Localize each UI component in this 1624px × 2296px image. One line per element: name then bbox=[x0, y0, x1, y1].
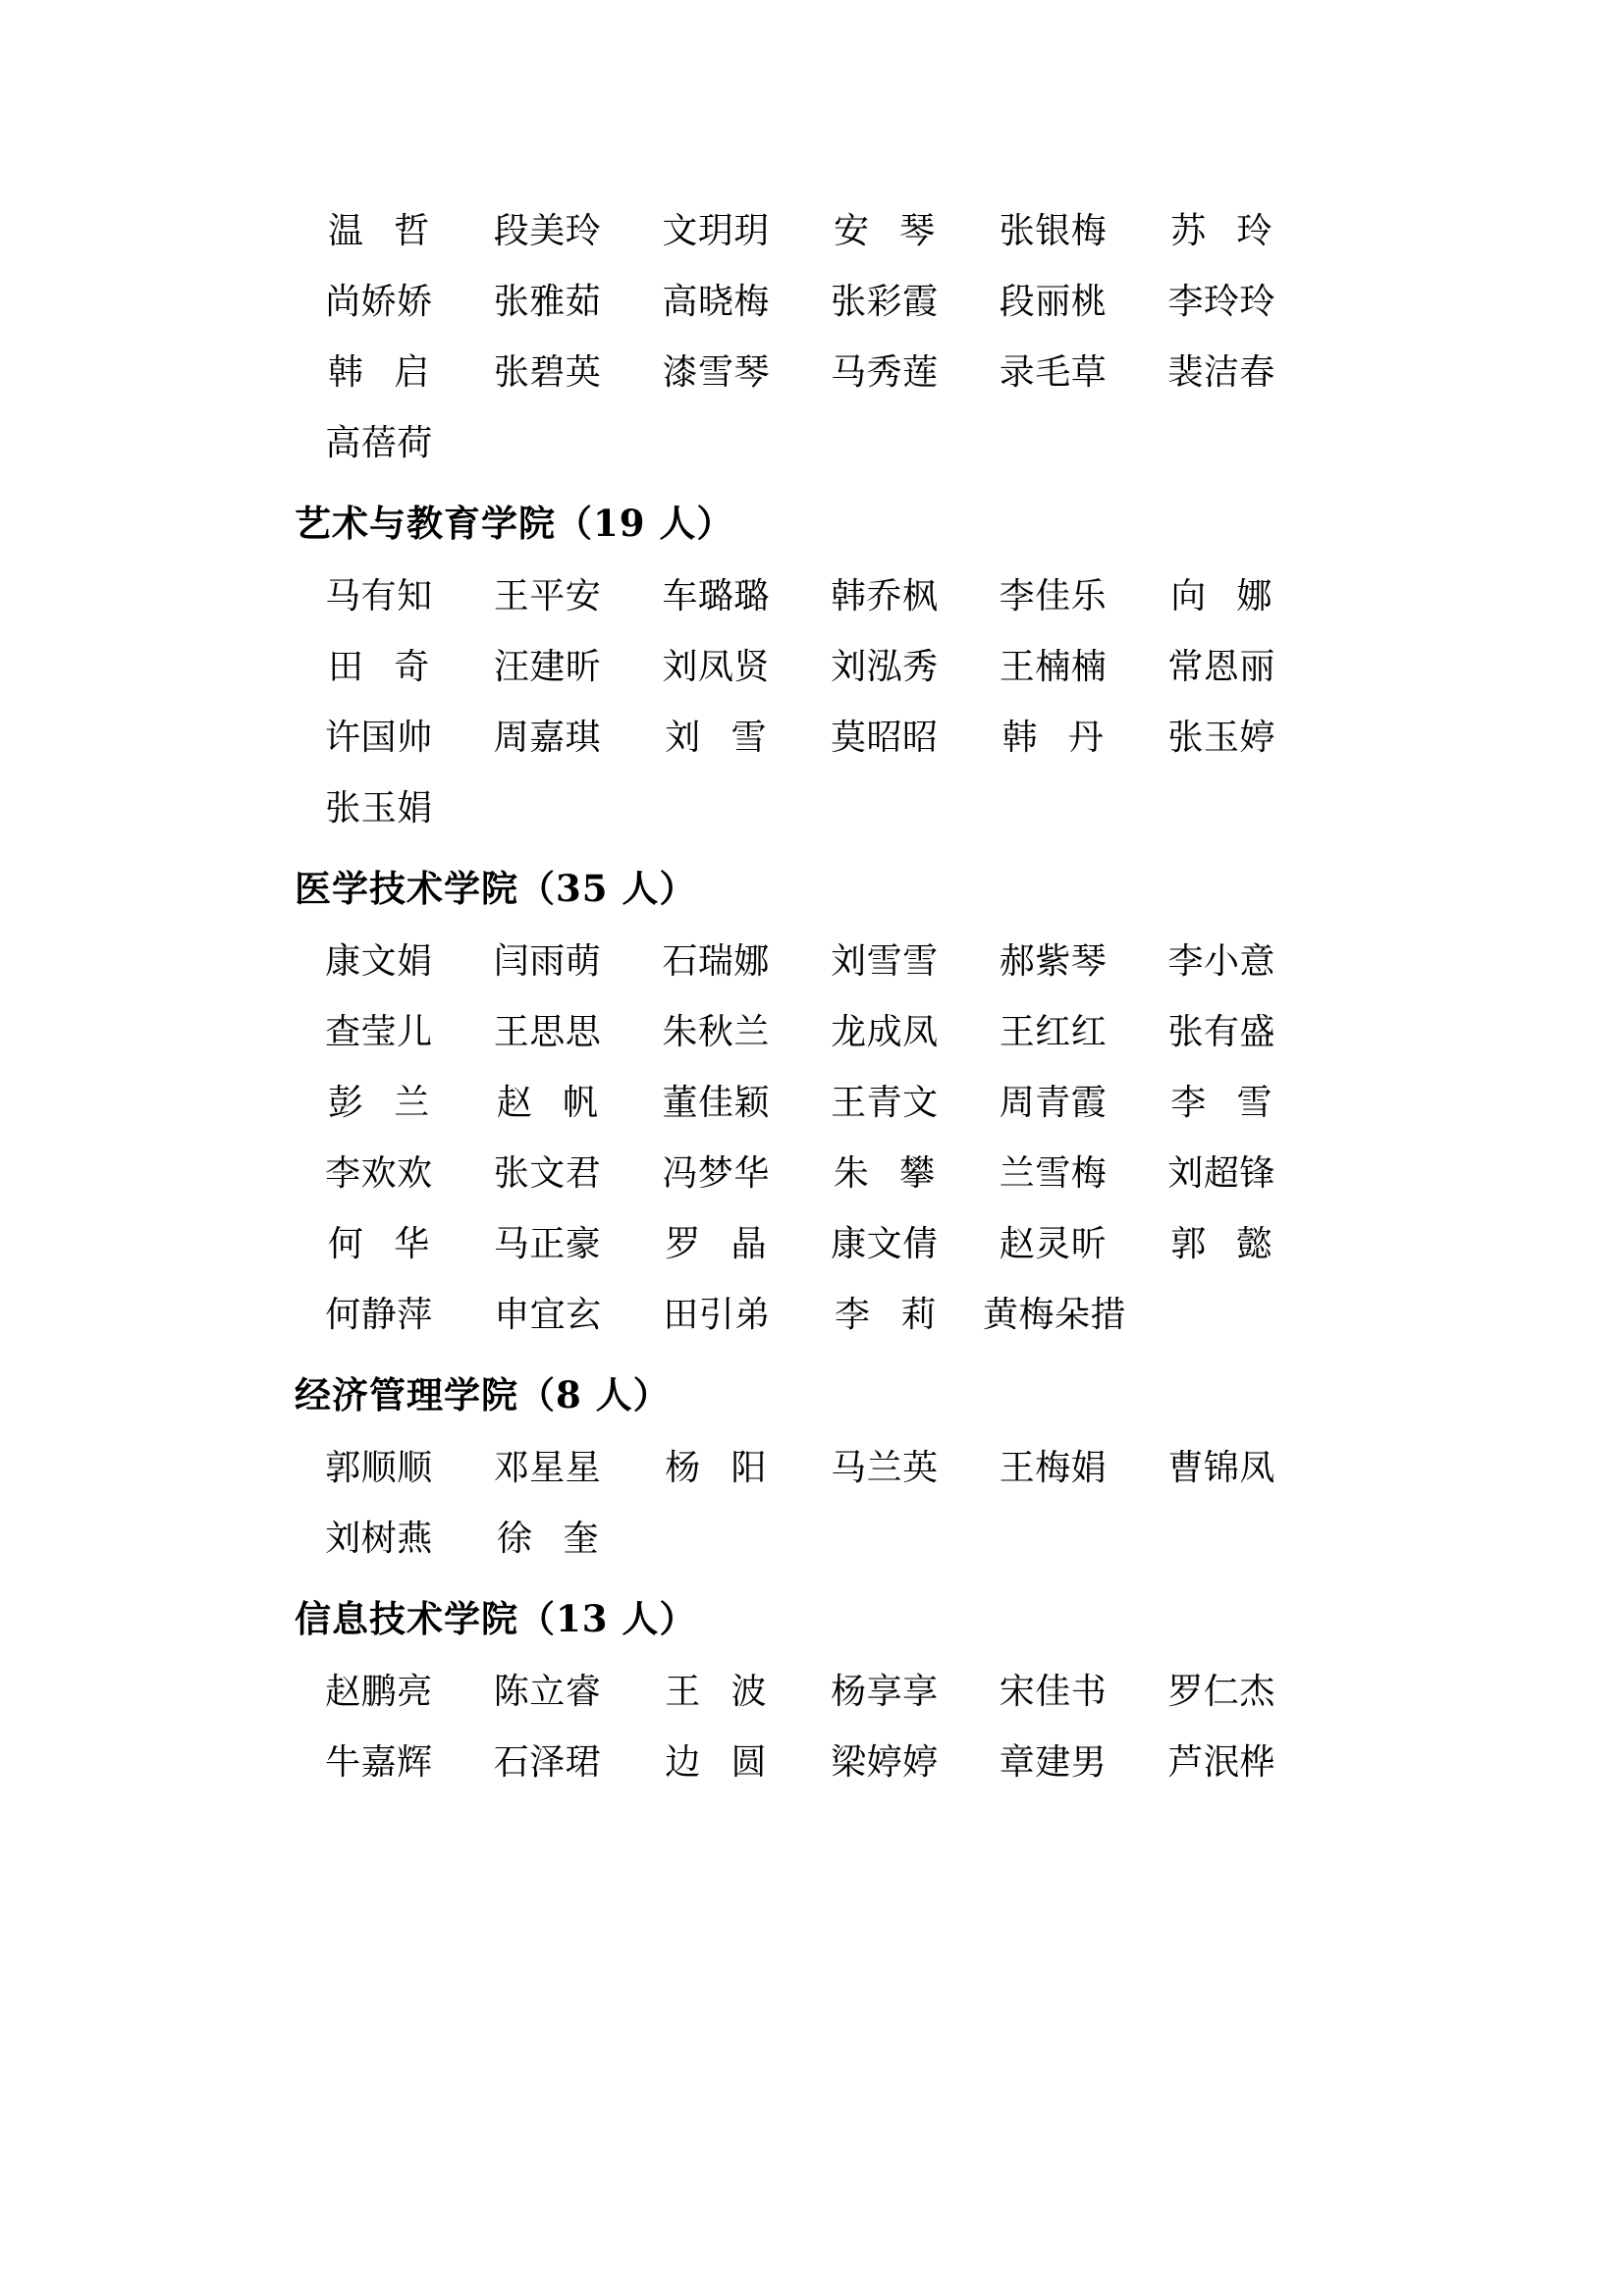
name-char: 郭 bbox=[1170, 1224, 1207, 1264]
person-name: 李玲玲 bbox=[1167, 282, 1275, 322]
person-name: 陈立睿 bbox=[493, 1672, 602, 1712]
person-name: 闫雨萌 bbox=[493, 941, 602, 982]
person-name: 查莹儿 bbox=[325, 1012, 433, 1052]
person-name: 郝紫琴 bbox=[999, 941, 1108, 982]
name-row bbox=[295, 1139, 1306, 1209]
person-name: 高蓓荷 bbox=[325, 423, 433, 463]
person-name: 王红红 bbox=[999, 1012, 1108, 1052]
person-name bbox=[295, 1209, 463, 1280]
person-name: 梁婷婷 bbox=[831, 1742, 939, 1783]
name-row bbox=[295, 1433, 1306, 1504]
person-name: 芦泯桦 bbox=[1167, 1742, 1275, 1783]
person-name: 冯梦华 bbox=[662, 1153, 770, 1194]
name-char: 刘 bbox=[665, 718, 701, 758]
name-char: 启 bbox=[394, 352, 430, 393]
name-char: 赵 bbox=[496, 1083, 533, 1123]
person-name: 漆雪琴 bbox=[662, 352, 770, 393]
person-name: 何静萍 bbox=[325, 1295, 433, 1335]
person-name: 朱秋兰 bbox=[662, 1012, 770, 1052]
person-name: 张玉娟 bbox=[325, 788, 433, 828]
person-name bbox=[1137, 561, 1306, 632]
roster-body bbox=[295, 196, 1306, 1798]
name-char: 田 bbox=[328, 647, 364, 687]
name-char: 奎 bbox=[563, 1519, 599, 1559]
person-name: 马正豪 bbox=[493, 1224, 602, 1264]
name-char: 杨 bbox=[665, 1448, 701, 1488]
person-name bbox=[631, 1433, 800, 1504]
name-row bbox=[295, 1280, 1306, 1351]
person-name: 李佳乐 bbox=[999, 576, 1108, 616]
name-char: 娜 bbox=[1236, 576, 1272, 616]
name-char: 苏 bbox=[1170, 211, 1207, 251]
name-row bbox=[295, 1657, 1306, 1728]
name-char: 莉 bbox=[900, 1295, 937, 1335]
person-name: 汪建昕 bbox=[493, 647, 602, 687]
person-name: 罗仁杰 bbox=[1167, 1672, 1275, 1712]
person-name: 刘泓秀 bbox=[831, 647, 939, 687]
name-char: 波 bbox=[731, 1672, 768, 1712]
person-name bbox=[631, 1209, 800, 1280]
college-section bbox=[295, 850, 1306, 1351]
person-name: 王平安 bbox=[493, 576, 602, 616]
person-name: 章建男 bbox=[999, 1742, 1108, 1783]
name-char: 韩 bbox=[1001, 718, 1039, 758]
name-char: 向 bbox=[1170, 576, 1207, 616]
person-name: 田引弟 bbox=[663, 1295, 771, 1335]
name-char: 丹 bbox=[1067, 718, 1105, 758]
person-name: 刘树燕 bbox=[325, 1519, 433, 1559]
person-name: 赵灵昕 bbox=[999, 1224, 1108, 1264]
person-name: 莫昭昭 bbox=[831, 718, 939, 758]
person-name: 段丽桃 bbox=[999, 282, 1108, 322]
person-name bbox=[800, 196, 969, 267]
person-name: 许国帅 bbox=[325, 718, 433, 758]
person-name: 车璐璐 bbox=[662, 576, 770, 616]
person-name: 刘凤贤 bbox=[662, 647, 770, 687]
person-name: 申宜玄 bbox=[494, 1295, 602, 1335]
person-name: 刘雪雪 bbox=[831, 941, 939, 982]
name-row bbox=[295, 1209, 1306, 1280]
name-row bbox=[295, 997, 1306, 1068]
name-row bbox=[295, 267, 1306, 338]
person-name: 裴洁春 bbox=[1167, 352, 1275, 393]
name-row bbox=[295, 408, 1306, 479]
name-row bbox=[295, 1504, 1306, 1575]
name-char: 雪 bbox=[1236, 1083, 1273, 1123]
person-name: 文玥玥 bbox=[662, 211, 770, 251]
person-name: 张碧英 bbox=[493, 352, 602, 393]
person-name: 曹锦凤 bbox=[1167, 1448, 1275, 1488]
person-name bbox=[631, 1657, 800, 1728]
person-name bbox=[463, 1068, 632, 1139]
name-char: 李 bbox=[835, 1295, 871, 1335]
sections-container bbox=[295, 485, 1306, 1798]
person-name: 杨享享 bbox=[831, 1672, 939, 1712]
person-name: 黄梅朵措 bbox=[982, 1295, 1126, 1335]
person-name bbox=[631, 1728, 800, 1798]
person-name: 宋佳书 bbox=[999, 1672, 1108, 1712]
name-row bbox=[295, 196, 1306, 267]
section-heading: 经济管理学院（8 人） bbox=[295, 1373, 671, 1416]
section-heading: 医学技术学院（35 人） bbox=[295, 867, 697, 910]
section-heading: 信息技术学院（13 人） bbox=[295, 1597, 697, 1640]
name-row bbox=[295, 1068, 1306, 1139]
continued-names-block bbox=[295, 196, 1306, 479]
name-row bbox=[295, 927, 1306, 997]
name-char: 华 bbox=[394, 1224, 430, 1264]
person-name: 张玉婷 bbox=[1167, 718, 1275, 758]
name-char: 哲 bbox=[394, 211, 430, 251]
person-name: 李小意 bbox=[1167, 941, 1275, 982]
name-char: 何 bbox=[328, 1224, 364, 1264]
person-name: 石泽珺 bbox=[493, 1742, 602, 1783]
person-name: 李欢欢 bbox=[325, 1153, 433, 1194]
person-name: 周嘉琪 bbox=[493, 718, 602, 758]
person-name: 尚娇娇 bbox=[325, 282, 433, 322]
person-name: 赵鹏亮 bbox=[325, 1672, 433, 1712]
person-name: 马兰英 bbox=[831, 1448, 939, 1488]
person-name: 王梅娟 bbox=[999, 1448, 1108, 1488]
person-name: 王思思 bbox=[493, 1012, 602, 1052]
section-heading: 艺术与教育学院（19 人） bbox=[295, 502, 734, 545]
name-row bbox=[295, 632, 1306, 703]
person-name: 康文倩 bbox=[831, 1224, 939, 1264]
person-name: 董佳颖 bbox=[662, 1083, 771, 1123]
name-row bbox=[295, 703, 1306, 774]
name-char: 懿 bbox=[1236, 1224, 1273, 1264]
college-section bbox=[295, 1357, 1306, 1575]
name-char: 徐 bbox=[497, 1519, 533, 1559]
name-char: 圆 bbox=[731, 1742, 768, 1783]
person-name: 邓星星 bbox=[493, 1448, 602, 1488]
person-name: 张银梅 bbox=[999, 211, 1108, 251]
person-name bbox=[1137, 196, 1306, 267]
name-char: 韩 bbox=[328, 352, 364, 393]
person-name: 马秀莲 bbox=[831, 352, 939, 393]
person-name: 张有盛 bbox=[1167, 1012, 1275, 1052]
name-char: 雪 bbox=[731, 718, 767, 758]
name-char: 阳 bbox=[731, 1448, 768, 1488]
person-name: 王楠楠 bbox=[999, 647, 1108, 687]
person-name bbox=[969, 703, 1138, 774]
person-name: 常恩丽 bbox=[1167, 647, 1275, 687]
name-char: 安 bbox=[833, 211, 870, 251]
person-name: 周青霞 bbox=[999, 1083, 1108, 1123]
name-char: 罗 bbox=[665, 1224, 701, 1264]
person-name bbox=[295, 1068, 463, 1139]
person-name bbox=[801, 1280, 970, 1351]
name-char: 玲 bbox=[1236, 211, 1273, 251]
person-name: 张雅茹 bbox=[493, 282, 602, 322]
person-name bbox=[463, 1504, 632, 1575]
name-char: 温 bbox=[328, 211, 364, 251]
person-name bbox=[1137, 1209, 1306, 1280]
person-name bbox=[1137, 1068, 1306, 1139]
person-name: 石瑞娜 bbox=[662, 941, 770, 982]
person-name: 牛嘉辉 bbox=[325, 1742, 433, 1783]
name-char: 朱 bbox=[833, 1153, 870, 1194]
person-name: 刘超锋 bbox=[1167, 1153, 1275, 1194]
college-section bbox=[295, 485, 1306, 844]
person-name: 马有知 bbox=[325, 576, 433, 616]
name-char: 琴 bbox=[899, 211, 936, 251]
name-row bbox=[295, 774, 1306, 844]
name-char: 彭 bbox=[328, 1083, 364, 1123]
name-row bbox=[295, 561, 1306, 632]
person-name: 郭顺顺 bbox=[325, 1448, 433, 1488]
name-char: 奇 bbox=[394, 647, 430, 687]
person-name: 韩乔枫 bbox=[830, 576, 939, 616]
person-name bbox=[631, 703, 800, 774]
person-name: 康文娟 bbox=[325, 941, 433, 982]
name-char: 李 bbox=[1170, 1083, 1207, 1123]
name-row bbox=[295, 1728, 1306, 1798]
person-name: 高晓梅 bbox=[662, 282, 770, 322]
name-row bbox=[295, 338, 1306, 408]
person-name: 张彩霞 bbox=[831, 282, 939, 322]
name-char: 王 bbox=[665, 1672, 701, 1712]
person-name: 张文君 bbox=[493, 1153, 602, 1194]
person-name: 段美玲 bbox=[493, 211, 602, 251]
person-name bbox=[295, 196, 463, 267]
person-name: 兰雪梅 bbox=[999, 1153, 1108, 1194]
college-section bbox=[295, 1580, 1306, 1798]
person-name bbox=[295, 338, 463, 408]
person-name: 录毛草 bbox=[999, 352, 1108, 393]
name-char: 兰 bbox=[394, 1083, 430, 1123]
name-char: 攀 bbox=[899, 1153, 936, 1194]
person-name bbox=[295, 632, 463, 703]
person-name: 王青文 bbox=[831, 1083, 939, 1123]
person-name: 龙成凤 bbox=[831, 1012, 939, 1052]
name-char: 晶 bbox=[731, 1224, 768, 1264]
name-char: 帆 bbox=[562, 1083, 599, 1123]
name-char: 边 bbox=[665, 1742, 701, 1783]
person-name bbox=[800, 1139, 969, 1209]
